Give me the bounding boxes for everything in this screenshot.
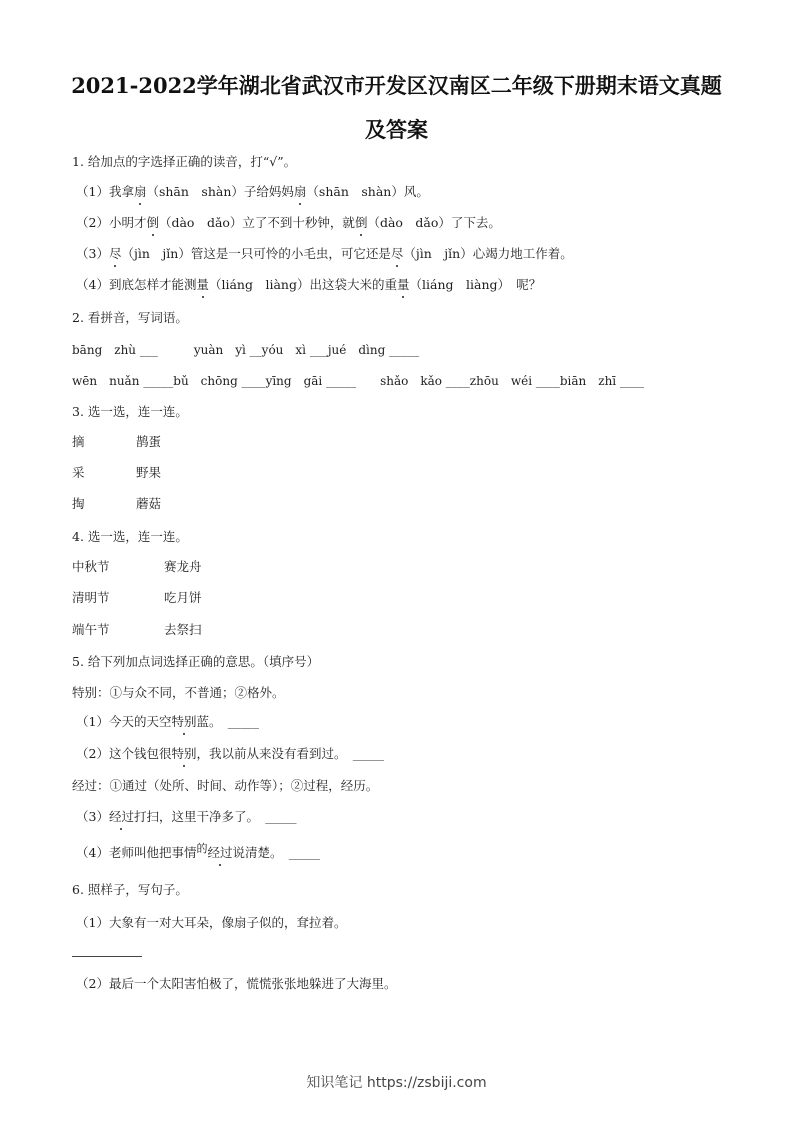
- footer-watermark: 知识笔记 https://zsbiji.com: [306, 1075, 487, 1091]
- q5-heading: 5. 给下列加点词选择正确的意思。（填序号）: [72, 654, 320, 669]
- q1-heading: 1. 给加点的字选择正确的读音，打“√”。: [72, 154, 297, 169]
- q3-left-item: 采: [72, 465, 85, 480]
- q4-right-item: 去祭扫: [164, 622, 202, 637]
- q5-sentence-1: [76, 712, 259, 730]
- q5-sentence-3-text: 打扫，这里干净多了。 _____: [133, 809, 297, 824]
- q1-item-4-text: （4）到底怎样才能测: [76, 277, 197, 292]
- q5-sentence-2-text: （2）这个钱包很: [76, 746, 172, 761]
- q5-sentence-3-dotted-word: 经过: [108, 809, 134, 824]
- q6-sentence-2: （2）最后一个太阳害怕极了，慌慌张张地躲进了大海里。: [76, 976, 397, 991]
- q1-item-3-dotted-char: 尽: [390, 246, 404, 261]
- q3-right-item: 鹊蛋: [136, 434, 162, 449]
- q1-item-2-dotted-char: 倒: [354, 215, 368, 230]
- q5-sentence-1-text: （1）今天的天空: [76, 714, 172, 729]
- q5-sentence-4: [76, 843, 320, 861]
- q5-sentence-3: [76, 807, 296, 825]
- q1-item-1-text: （shān shàn）风。: [306, 184, 429, 199]
- q1-item-4-text: （liáng liàng）出这袋大米的重: [208, 277, 397, 292]
- q1-item-2-text: （2）小明才: [76, 215, 147, 230]
- q5-sentence-1-text: 蓝。 _____: [196, 714, 259, 729]
- q4-left-item: 清明节: [72, 590, 110, 605]
- q3-left-item: 摘: [72, 434, 85, 449]
- q1-item-2: [76, 213, 501, 231]
- q5-sentence-4-raised-char: 的: [196, 842, 208, 855]
- q1-item-1: [76, 182, 429, 200]
- q5-definition-1: 特别：①与众不同，不普通；②格外。: [72, 685, 285, 700]
- q1-item-1-text: （shān shàn）子给妈妈: [146, 184, 294, 199]
- q1-item-1-dotted-char: 扇: [293, 184, 307, 199]
- q5-sentence-2-dotted-word: 特别: [171, 746, 197, 761]
- q1-item-3-text: （jìn jǐn）心竭力地工作着。: [403, 246, 573, 261]
- q1-item-4-dotted-char: 量: [196, 277, 209, 292]
- q1-item-3-dotted-char: 尽: [108, 246, 122, 261]
- q1-item-1-dotted-char: 扇: [133, 184, 147, 199]
- q3-right-item: 野果: [136, 465, 162, 480]
- q5-sentence-4-text: （4）老师叫他把事情: [76, 845, 197, 860]
- q6-sentence-1: （1）大象有一对大耳朵，像扇子似的，耷拉着。: [76, 915, 347, 930]
- q1-item-2-text: （dào dǎo）立了不到十秒钟，就: [158, 215, 355, 230]
- q5-sentence-2: [76, 744, 384, 762]
- q2-pinyin-row-2: wēn nuǎn _____bǔ chōng ____yīng gāi _____ shǎo kǎo ____zhōu wéi ____biān zhī ____: [72, 374, 644, 388]
- q1-item-4-dotted-char: 量: [397, 277, 410, 292]
- q2-heading: 2. 看拼音，写词语。: [72, 310, 188, 325]
- q5-definition-2: 经过：①通过（处所、时间、动作等）；②过程，经历。: [72, 778, 379, 793]
- q1-item-2-dotted-char: 倒: [146, 215, 159, 230]
- q2-pinyin-row-1: bāng zhù ___ yuàn yì __yóu xì ___jué dìng _____: [72, 343, 420, 357]
- q1-item-3: [76, 244, 573, 262]
- q1-item-4-text: （liáng liàng） 呢？: [409, 277, 542, 292]
- q1-item-3-text: （jìn jǐn）管这是一只可怜的小毛虫，可它还是: [121, 246, 391, 261]
- q3-heading: 3. 选一选，连一连。: [72, 404, 188, 419]
- q4-heading: 4. 选一选，连一连。: [72, 529, 188, 544]
- q4-left-item: 中秋节: [72, 559, 110, 574]
- q1-item-1-text: （1）我拿: [76, 184, 134, 199]
- q4-left-item: 端午节: [72, 622, 110, 637]
- q5-sentence-1-dotted-word: 特别: [171, 714, 197, 729]
- q4-right-item: 吃月饼: [164, 590, 202, 605]
- document-title-continued: 及答案: [365, 117, 428, 142]
- q5-sentence-3-text: （3）: [76, 809, 109, 824]
- q6-heading: 6. 照样子，写句子。: [72, 882, 188, 897]
- q5-sentence-4-dotted-word: 经过: [207, 845, 233, 860]
- answer-line: [72, 956, 142, 957]
- q5-sentence-4-text: 说清楚。 _____: [232, 845, 320, 860]
- q4-right-item: 赛龙舟: [164, 559, 202, 574]
- document-title: 2021-2022学年湖北省武汉市开发区汉南区二年级下册期末语文真题: [71, 73, 722, 98]
- q3-right-item: 蘑菇: [136, 496, 162, 511]
- q1-item-4: [76, 275, 541, 293]
- q5-sentence-2-text: ，我以前从来没有看到过。 _____: [196, 746, 384, 761]
- q1-item-3-text: （3）: [76, 246, 109, 261]
- q1-item-2-text: （dào dǎo）了下去。: [367, 215, 501, 230]
- q3-left-item: 掏: [72, 496, 85, 511]
